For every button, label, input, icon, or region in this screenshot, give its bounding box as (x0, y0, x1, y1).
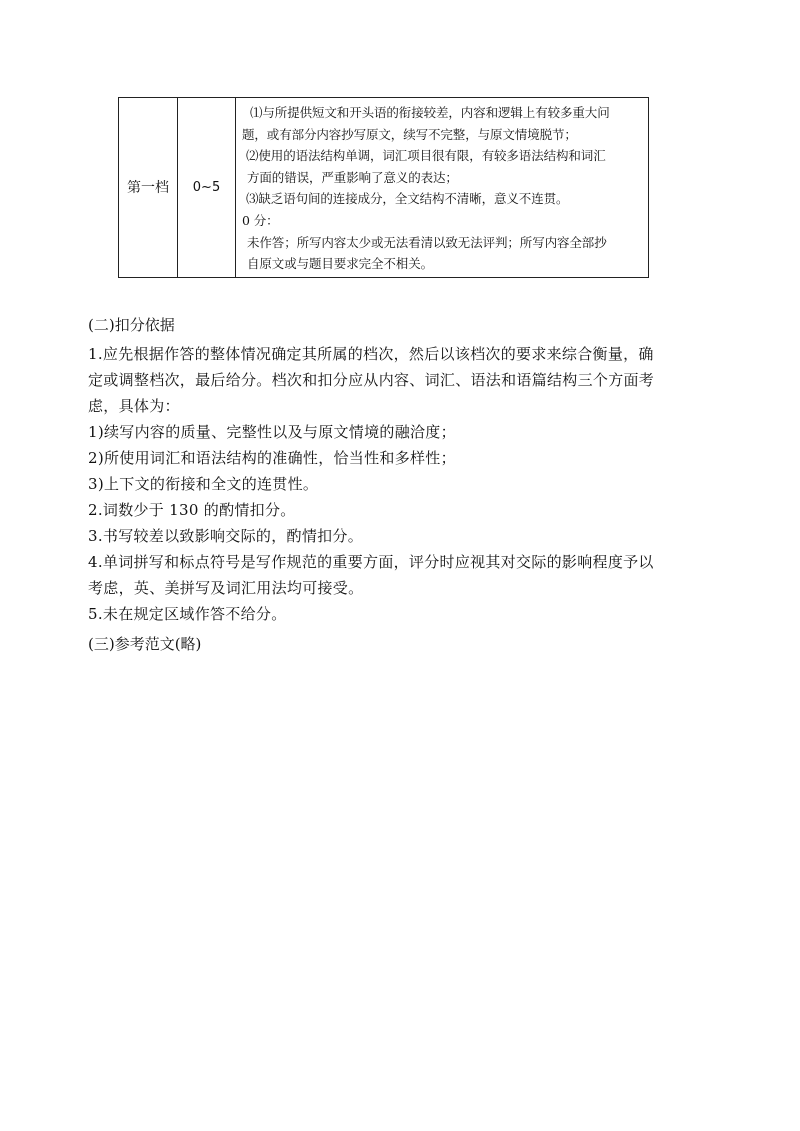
paragraph-line: 3.书写较差以致影响交际的，酌情扣分。 (88, 527, 364, 545)
criteria-line: ⑶缺乏语句间的连接成分，全文结构不清晰，意义不连贯。 (246, 191, 569, 207)
criteria-line: ⑴与所提供短文和开头语的衔接较差，内容和逻辑上有较多重大问 (250, 105, 610, 120)
paragraph-line: 5.未在规定区域作答不给分。 (88, 605, 287, 623)
criteria-line: 未作答；所写内容太少或无法看清以致无法评判；所写内容全部抄 (247, 234, 607, 250)
criteria-line: ⑵使用的语法结构单调，词汇项目很有限，有较多语法结构和词汇 (246, 148, 606, 164)
paragraph-line: 3)上下文的衔接和全文的连贯性。 (88, 475, 319, 493)
grade-level-cell: 第一档 (119, 98, 178, 278)
criteria-line: 方面的错误，严重影响了意义的表达； (247, 169, 458, 185)
section-heading-sample: (三)参考范文(略) (88, 635, 202, 653)
criteria-cell (236, 98, 649, 278)
score-range-cell: 0~5 (178, 98, 236, 278)
paragraph-line: 1)续写内容的质量、完整性以及与原文情境的融洽度； (88, 423, 456, 441)
paragraph-line: 虑，具体为： (88, 397, 180, 415)
section-heading-deduction: (二)扣分依据 (88, 316, 175, 334)
criteria-line: 题，或有部分内容抄写原文，续写不完整，与原文情境脱节； (242, 126, 577, 142)
paragraph-line: 2.词数少于 130 的酌情扣分。 (88, 501, 296, 519)
scoring-table (118, 97, 649, 278)
criteria-line: 自原文或与题目要求完全不相关。 (247, 256, 434, 272)
paragraph-line: 4.单词拼写和标点符号是写作规范的重要方面，评分时应视其对交际的影响程度予以 (88, 553, 654, 571)
paragraph-line: 考虑，英、美拼写及词汇用法均可接受。 (88, 579, 364, 597)
table-row (119, 98, 649, 278)
paragraph-line: 1.应先根据作答的整体情况确定其所属的档次，然后以该档次的要求来综合衡量，确 (88, 345, 654, 363)
document-body (88, 314, 718, 655)
paragraph-line: 定或调整档次，最后给分。档次和扣分应从内容、词汇、语法和语篇结构三个方面考 (88, 371, 655, 389)
paragraph-line: 2)所使用词汇和语法结构的准确性，恰当性和多样性； (88, 449, 456, 467)
criteria-line: 0 分： (242, 212, 279, 228)
